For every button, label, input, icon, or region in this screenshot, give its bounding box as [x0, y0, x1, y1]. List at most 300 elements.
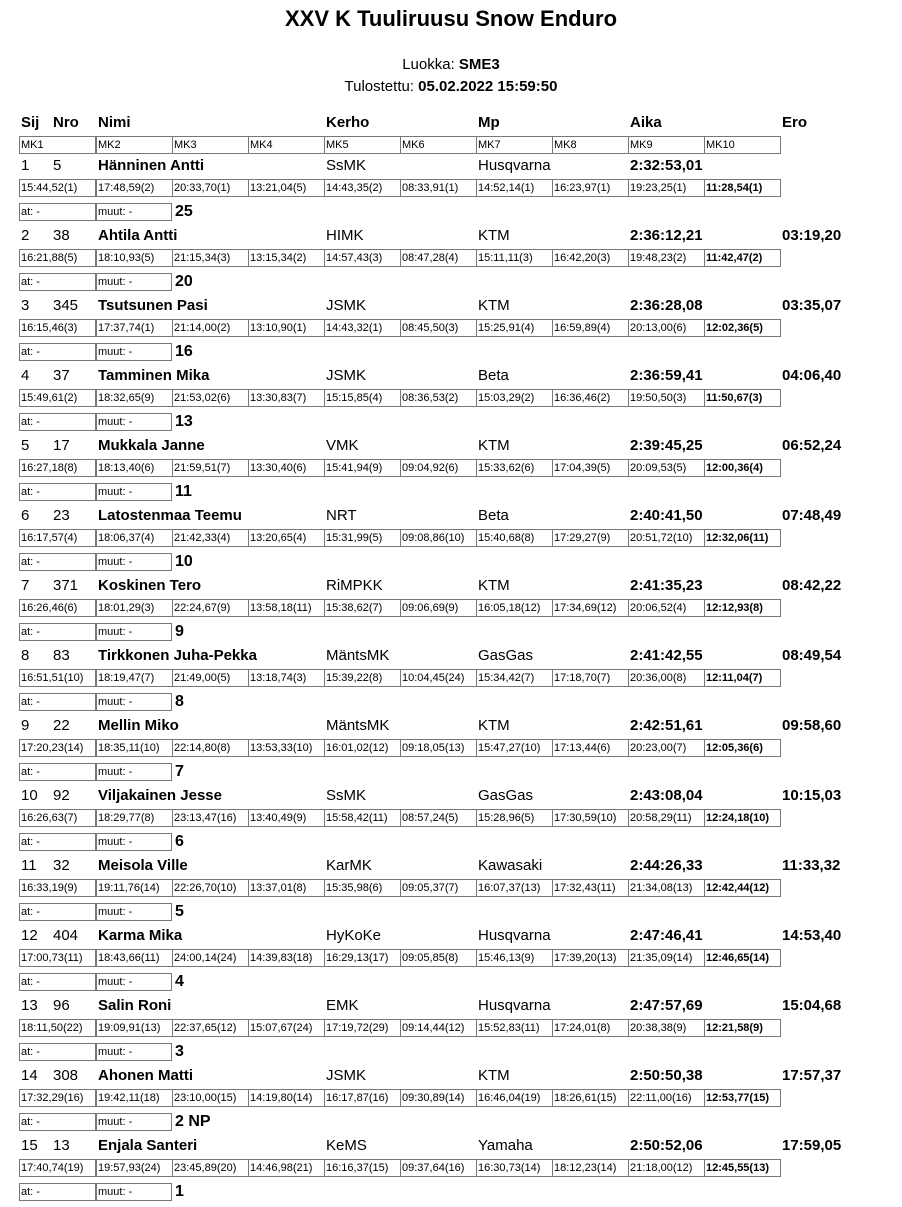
stage-time-mk1: 17:20,23(14) — [19, 739, 96, 757]
club: KeMS — [326, 1137, 367, 1154]
printed-line — [0, 78, 902, 95]
muut-field: muut: - — [96, 483, 172, 501]
stage-time-mk3: 21:15,34(3) — [172, 249, 249, 267]
rider-name: Ahonen Matti — [98, 1067, 193, 1084]
stage-time-mk7: 15:46,13(9) — [476, 949, 553, 967]
stage-time-mk10: 12:24,18(10) — [704, 809, 781, 827]
result-row — [0, 227, 902, 297]
at-field: at: - — [19, 273, 96, 291]
stage-time-mk6: 09:30,89(14) — [400, 1089, 477, 1107]
result-row — [0, 717, 902, 787]
position: 12 — [21, 927, 38, 944]
stage-time-mk7: 16:30,73(14) — [476, 1159, 553, 1177]
total-time: 2:36:28,08 — [630, 297, 703, 314]
stage-time-mk5: 15:31,99(5) — [324, 529, 401, 547]
gap: 17:59,05 — [782, 1137, 842, 1154]
position: 3 — [21, 297, 30, 314]
total-time: 2:36:12,21 — [630, 227, 703, 244]
stage-time-mk2: 18:10,93(5) — [96, 249, 173, 267]
stage-time-mk5: 14:43,32(1) — [324, 319, 401, 337]
stage-time-mk2: 17:37,74(1) — [96, 319, 173, 337]
total-time: 2:50:52,06 — [630, 1137, 703, 1154]
at-field: at: - — [19, 203, 96, 221]
stage-time-mk2: 17:48,59(2) — [96, 179, 173, 197]
gap: 09:58,60 — [782, 717, 842, 734]
position: 5 — [21, 437, 30, 454]
points: 11 — [175, 483, 192, 500]
bike: KTM — [478, 437, 510, 454]
at-field: at: - — [19, 413, 96, 431]
stage-time-mk10: 12:05,36(6) — [704, 739, 781, 757]
total-time: 2:36:59,41 — [630, 367, 703, 384]
muut-field: muut: - — [96, 343, 172, 361]
col-sij: Sij — [21, 114, 40, 131]
col-mp: Mp — [478, 114, 500, 131]
stage-time-mk5: 14:43,35(2) — [324, 179, 401, 197]
bike: KTM — [478, 297, 510, 314]
stage-time-mk9: 20:09,53(5) — [628, 459, 705, 477]
stage-time-mk6: 09:14,44(12) — [400, 1019, 477, 1037]
stage-time-mk1: 15:49,61(2) — [19, 389, 96, 407]
stage-time-mk6: 09:05,37(7) — [400, 879, 477, 897]
at-field: at: - — [19, 1183, 96, 1201]
gap: 04:06,40 — [782, 367, 842, 384]
bike: KTM — [478, 1067, 510, 1084]
stage-time-mk7: 15:03,29(2) — [476, 389, 553, 407]
stage-time-mk1: 16:26,46(6) — [19, 599, 96, 617]
gap: 14:53,40 — [782, 927, 842, 944]
stage-time-mk6: 09:37,64(16) — [400, 1159, 477, 1177]
position: 4 — [21, 367, 30, 384]
gap: 17:57,37 — [782, 1067, 842, 1084]
stage-time-mk9: 20:38,38(9) — [628, 1019, 705, 1037]
stage-time-mk2: 18:35,11(10) — [96, 739, 173, 757]
stage-time-mk10: 11:50,67(3) — [704, 389, 781, 407]
stage-time-mk1: 16:26,63(7) — [19, 809, 96, 827]
number: 22 — [53, 717, 70, 734]
stage-time-mk8: 17:39,20(13) — [552, 949, 629, 967]
stage-time-mk9: 20:51,72(10) — [628, 529, 705, 547]
total-time: 2:42:51,61 — [630, 717, 703, 734]
stage-time-mk7: 16:05,18(12) — [476, 599, 553, 617]
stage-time-mk5: 16:01,02(12) — [324, 739, 401, 757]
result-row — [0, 787, 902, 857]
stage-time-mk4: 13:30,83(7) — [248, 389, 325, 407]
stage-time-mk2: 19:09,91(13) — [96, 1019, 173, 1037]
total-time: 2:44:26,33 — [630, 857, 703, 874]
at-field: at: - — [19, 833, 96, 851]
muut-field: muut: - — [96, 973, 172, 991]
number: 32 — [53, 857, 70, 874]
total-time: 2:47:46,41 — [630, 927, 703, 944]
stage-time-mk7: 14:52,14(1) — [476, 179, 553, 197]
result-row — [0, 997, 902, 1067]
number: 37 — [53, 367, 70, 384]
muut-field: muut: - — [96, 203, 172, 221]
gap: 03:19,20 — [782, 227, 842, 244]
stage-time-mk8: 17:13,44(6) — [552, 739, 629, 757]
stage-time-mk9: 21:35,09(14) — [628, 949, 705, 967]
col-aika: Aika — [630, 114, 662, 131]
bike: GasGas — [478, 647, 534, 664]
points: 7 — [175, 763, 184, 780]
result-row — [0, 507, 902, 577]
stage-time-mk5: 15:15,85(4) — [324, 389, 401, 407]
muut-field: muut: - — [96, 553, 172, 571]
stage-time-mk6: 08:33,91(1) — [400, 179, 477, 197]
stage-time-mk8: 16:36,46(2) — [552, 389, 629, 407]
stage-time-mk9: 22:11,00(16) — [628, 1089, 705, 1107]
total-time: 2:40:41,50 — [630, 507, 703, 524]
stage-time-mk6: 08:47,28(4) — [400, 249, 477, 267]
gap: 06:52,24 — [782, 437, 842, 454]
bike: Beta — [478, 507, 509, 524]
bike: KTM — [478, 577, 510, 594]
club: HIMK — [326, 227, 364, 244]
bike: Husqvarna — [478, 927, 551, 944]
stage-time-mk4: 13:15,34(2) — [248, 249, 325, 267]
stage-time-mk2: 19:42,11(18) — [96, 1089, 173, 1107]
class-value: SME3 — [458, 56, 500, 73]
stage-time-mk9: 20:23,00(7) — [628, 739, 705, 757]
result-row — [0, 367, 902, 437]
stage-time-mk4: 13:20,65(4) — [248, 529, 325, 547]
stage-time-mk7: 15:34,42(7) — [476, 669, 553, 687]
position: 14 — [21, 1067, 38, 1084]
stage-time-mk7: 15:33,62(6) — [476, 459, 553, 477]
muut-field: muut: - — [96, 903, 172, 921]
stage-time-mk5: 16:16,37(15) — [324, 1159, 401, 1177]
stage-header-10: MK10 — [704, 136, 781, 154]
stage-time-mk10: 12:21,58(9) — [704, 1019, 781, 1037]
points: 9 — [175, 623, 184, 640]
stage-time-mk6: 09:08,86(10) — [400, 529, 477, 547]
col-nimi: Nimi — [98, 114, 131, 131]
gap: 08:49,54 — [782, 647, 842, 664]
stage-time-mk9: 20:36,00(8) — [628, 669, 705, 687]
stage-time-mk5: 15:35,98(6) — [324, 879, 401, 897]
stage-header-9: MK9 — [628, 136, 705, 154]
bike: Husqvarna — [478, 157, 551, 174]
position: 15 — [21, 1137, 38, 1154]
stage-time-mk5: 15:39,22(8) — [324, 669, 401, 687]
stage-time-mk1: 17:40,74(19) — [19, 1159, 96, 1177]
bike: KTM — [478, 717, 510, 734]
stage-time-mk8: 16:42,20(3) — [552, 249, 629, 267]
club: NRT — [326, 507, 357, 524]
stage-time-mk6: 08:36,53(2) — [400, 389, 477, 407]
points: 6 — [175, 833, 184, 850]
number: 23 — [53, 507, 70, 524]
stage-time-mk2: 18:29,77(8) — [96, 809, 173, 827]
stage-time-mk9: 19:50,50(3) — [628, 389, 705, 407]
stage-time-mk8: 17:18,70(7) — [552, 669, 629, 687]
stage-time-mk7: 15:28,96(5) — [476, 809, 553, 827]
stage-time-mk3: 21:53,02(6) — [172, 389, 249, 407]
stage-time-mk9: 20:58,29(11) — [628, 809, 705, 827]
rider-name: Latostenmaa Teemu — [98, 507, 242, 524]
stage-time-mk4: 13:58,18(11) — [248, 599, 325, 617]
stage-time-mk4: 13:40,49(9) — [248, 809, 325, 827]
number: 38 — [53, 227, 70, 244]
total-time: 2:32:53,01 — [630, 157, 703, 174]
stage-time-mk1: 17:00,73(11) — [19, 949, 96, 967]
points: 3 — [175, 1043, 184, 1060]
stage-time-mk4: 13:53,33(10) — [248, 739, 325, 757]
number: 345 — [53, 297, 79, 314]
stage-time-mk4: 15:07,67(24) — [248, 1019, 325, 1037]
points: 20 — [175, 273, 193, 290]
stage-time-mk8: 17:04,39(5) — [552, 459, 629, 477]
stage-time-mk3: 22:37,65(12) — [172, 1019, 249, 1037]
number: 13 — [53, 1137, 70, 1154]
at-field: at: - — [19, 973, 96, 991]
total-time: 2:47:57,69 — [630, 997, 703, 1014]
stage-time-mk3: 21:14,00(2) — [172, 319, 249, 337]
number: 83 — [53, 647, 70, 664]
stage-time-mk4: 13:21,04(5) — [248, 179, 325, 197]
points: 8 — [175, 693, 184, 710]
rider-name: Viljakainen Jesse — [98, 787, 222, 804]
number: 96 — [53, 997, 70, 1014]
stage-time-mk1: 16:51,51(10) — [19, 669, 96, 687]
stage-time-mk9: 20:13,00(6) — [628, 319, 705, 337]
points: 5 — [175, 903, 184, 920]
stage-header-8: MK8 — [552, 136, 629, 154]
stage-time-mk7: 15:25,91(4) — [476, 319, 553, 337]
stage-time-mk10: 12:02,36(5) — [704, 319, 781, 337]
stage-time-mk7: 16:07,37(13) — [476, 879, 553, 897]
stage-time-mk3: 21:42,33(4) — [172, 529, 249, 547]
stage-time-mk10: 12:11,04(7) — [704, 669, 781, 687]
stage-time-mk1: 18:11,50(22) — [19, 1019, 96, 1037]
result-row — [0, 157, 902, 227]
rider-name: Mellin Miko — [98, 717, 179, 734]
stage-time-mk2: 18:19,47(7) — [96, 669, 173, 687]
muut-field: muut: - — [96, 273, 172, 291]
stage-time-mk3: 22:14,80(8) — [172, 739, 249, 757]
stage-time-mk3: 21:59,51(7) — [172, 459, 249, 477]
position: 13 — [21, 997, 38, 1014]
stage-time-mk1: 15:44,52(1) — [19, 179, 96, 197]
result-row — [0, 437, 902, 507]
muut-field: muut: - — [96, 1043, 172, 1061]
club: SsMK — [326, 157, 367, 174]
number: 92 — [53, 787, 70, 804]
stage-time-mk10: 12:32,06(11) — [704, 529, 781, 547]
stage-time-mk7: 15:47,27(10) — [476, 739, 553, 757]
club: EMK — [326, 997, 359, 1014]
rider-name: Ahtila Antti — [98, 227, 178, 244]
points: 16 — [175, 343, 193, 360]
muut-field: muut: - — [96, 413, 172, 431]
stage-time-mk3: 23:13,47(16) — [172, 809, 249, 827]
stage-time-mk1: 16:15,46(3) — [19, 319, 96, 337]
club: MäntsMK — [326, 647, 390, 664]
stage-time-mk2: 18:01,29(3) — [96, 599, 173, 617]
rider-name: Tsutsunen Pasi — [98, 297, 208, 314]
stage-time-mk7: 15:52,83(11) — [476, 1019, 553, 1037]
stage-time-mk3: 23:10,00(15) — [172, 1089, 249, 1107]
gap: 03:35,07 — [782, 297, 842, 314]
at-field: at: - — [19, 763, 96, 781]
stage-time-mk1: 16:33,19(9) — [19, 879, 96, 897]
club: JSMK — [326, 1067, 367, 1084]
stage-time-mk2: 18:43,66(11) — [96, 949, 173, 967]
position: 10 — [21, 787, 38, 804]
printed-value: 05.02.2022 15:59:50 — [418, 78, 558, 95]
stage-time-mk10: 12:46,65(14) — [704, 949, 781, 967]
stage-time-mk3: 23:45,89(20) — [172, 1159, 249, 1177]
number: 371 — [53, 577, 79, 594]
stage-time-mk6: 09:05,85(8) — [400, 949, 477, 967]
muut-field: muut: - — [96, 623, 172, 641]
stage-time-mk10: 11:28,54(1) — [704, 179, 781, 197]
stage-time-mk10: 12:12,93(8) — [704, 599, 781, 617]
bike: GasGas — [478, 787, 534, 804]
stage-time-mk3: 24:00,14(24) — [172, 949, 249, 967]
stage-time-mk10: 12:45,55(13) — [704, 1159, 781, 1177]
club: VMK — [326, 437, 359, 454]
stage-time-mk10: 11:42,47(2) — [704, 249, 781, 267]
club: JSMK — [326, 367, 367, 384]
result-row — [0, 577, 902, 647]
stage-time-mk2: 18:13,40(6) — [96, 459, 173, 477]
stage-time-mk9: 19:48,23(2) — [628, 249, 705, 267]
stage-time-mk8: 17:30,59(10) — [552, 809, 629, 827]
stage-time-mk9: 21:34,08(13) — [628, 879, 705, 897]
stage-time-mk9: 19:23,25(1) — [628, 179, 705, 197]
stage-time-mk1: 16:21,88(5) — [19, 249, 96, 267]
position: 1 — [21, 157, 30, 174]
points: 10 — [175, 553, 193, 570]
position: 7 — [21, 577, 30, 594]
stage-time-mk8: 18:12,23(14) — [552, 1159, 629, 1177]
stage-header-7: MK7 — [476, 136, 553, 154]
number: 5 — [53, 157, 62, 174]
rider-name: Meisola Ville — [98, 857, 188, 874]
page-title: XXV K Tuuliruusu Snow Enduro — [284, 6, 618, 31]
total-time: 2:43:08,04 — [630, 787, 703, 804]
points: 2 NP — [175, 1113, 211, 1130]
stage-time-mk6: 08:45,50(3) — [400, 319, 477, 337]
printed-label: Tulostettu: — [344, 78, 414, 95]
total-time: 2:41:35,23 — [630, 577, 703, 594]
result-row — [0, 857, 902, 927]
rider-name: Karma Mika — [98, 927, 183, 944]
at-field: at: - — [19, 623, 96, 641]
club: HyKoKe — [326, 927, 382, 944]
result-row — [0, 1067, 902, 1137]
rider-name: Mukkala Janne — [98, 437, 205, 454]
stage-time-mk3: 21:49,00(5) — [172, 669, 249, 687]
rider-name: Hänninen Antti — [98, 157, 205, 174]
stage-time-mk1: 16:27,18(8) — [19, 459, 96, 477]
gap: 10:15,03 — [782, 787, 842, 804]
stage-time-mk6: 09:04,92(6) — [400, 459, 477, 477]
stage-time-mk6: 08:57,24(5) — [400, 809, 477, 827]
at-field: at: - — [19, 1113, 96, 1131]
result-row — [0, 927, 902, 997]
stage-time-mk7: 15:11,11(3) — [476, 249, 553, 267]
stage-header-3: MK3 — [172, 136, 249, 154]
col-kerho: Kerho — [326, 114, 370, 131]
stage-time-mk2: 19:11,76(14) — [96, 879, 173, 897]
position: 11 — [21, 857, 37, 874]
gap: 11:33,32 — [782, 857, 841, 874]
class-line — [0, 56, 902, 73]
stage-time-mk4: 14:46,98(21) — [248, 1159, 325, 1177]
stage-header-1: MK1 — [19, 136, 96, 154]
stage-time-mk8: 17:29,27(9) — [552, 529, 629, 547]
bike: Kawasaki — [478, 857, 543, 874]
col-ero: Ero — [782, 114, 808, 131]
bike: KTM — [478, 227, 510, 244]
bike: Yamaha — [478, 1137, 533, 1154]
points: 13 — [175, 413, 193, 430]
result-row — [0, 297, 902, 367]
stage-time-mk8: 17:34,69(12) — [552, 599, 629, 617]
position: 2 — [21, 227, 30, 244]
stage-header-5: MK5 — [324, 136, 401, 154]
stage-time-mk5: 15:41,94(9) — [324, 459, 401, 477]
number: 404 — [53, 927, 79, 944]
col-nro: Nro — [53, 114, 79, 131]
stage-time-mk4: 13:37,01(8) — [248, 879, 325, 897]
result-row — [0, 1137, 902, 1207]
muut-field: muut: - — [96, 833, 172, 851]
result-row — [0, 647, 902, 717]
club: KarMK — [326, 857, 372, 874]
stage-time-mk8: 16:59,89(4) — [552, 319, 629, 337]
club: JSMK — [326, 297, 367, 314]
stage-time-mk1: 17:32,29(16) — [19, 1089, 96, 1107]
at-field: at: - — [19, 553, 96, 571]
stage-time-mk6: 09:18,05(13) — [400, 739, 477, 757]
gap: 07:48,49 — [782, 507, 842, 524]
stage-time-mk4: 14:19,80(14) — [248, 1089, 325, 1107]
stage-time-mk4: 13:30,40(6) — [248, 459, 325, 477]
total-time: 2:50:50,38 — [630, 1067, 703, 1084]
rider-name: Enjala Santeri — [98, 1137, 198, 1154]
club: MäntsMK — [326, 717, 390, 734]
stage-header-6: MK6 — [400, 136, 477, 154]
total-time: 2:39:45,25 — [630, 437, 703, 454]
stage-time-mk7: 15:40,68(8) — [476, 529, 553, 547]
stage-time-mk3: 22:24,67(9) — [172, 599, 249, 617]
class-label: Luokka: — [402, 56, 455, 73]
stage-time-mk3: 22:26,70(10) — [172, 879, 249, 897]
stage-time-mk5: 14:57,43(3) — [324, 249, 401, 267]
number: 308 — [53, 1067, 79, 1084]
stage-time-mk9: 20:06,52(4) — [628, 599, 705, 617]
stage-time-mk4: 14:39,83(18) — [248, 949, 325, 967]
stage-time-mk5: 15:58,42(11) — [324, 809, 401, 827]
stage-time-mk3: 20:33,70(1) — [172, 179, 249, 197]
stage-time-mk5: 16:29,13(17) — [324, 949, 401, 967]
stage-time-mk5: 15:38,62(7) — [324, 599, 401, 617]
muut-field: muut: - — [96, 1183, 172, 1201]
position: 6 — [21, 507, 30, 524]
stage-time-mk6: 09:06,69(9) — [400, 599, 477, 617]
points: 1 — [175, 1183, 184, 1200]
bike: Husqvarna — [478, 997, 551, 1014]
number: 17 — [53, 437, 70, 454]
stage-time-mk2: 18:06,37(4) — [96, 529, 173, 547]
at-field: at: - — [19, 343, 96, 361]
stage-time-mk5: 16:17,87(16) — [324, 1089, 401, 1107]
stage-time-mk8: 17:24,01(8) — [552, 1019, 629, 1037]
